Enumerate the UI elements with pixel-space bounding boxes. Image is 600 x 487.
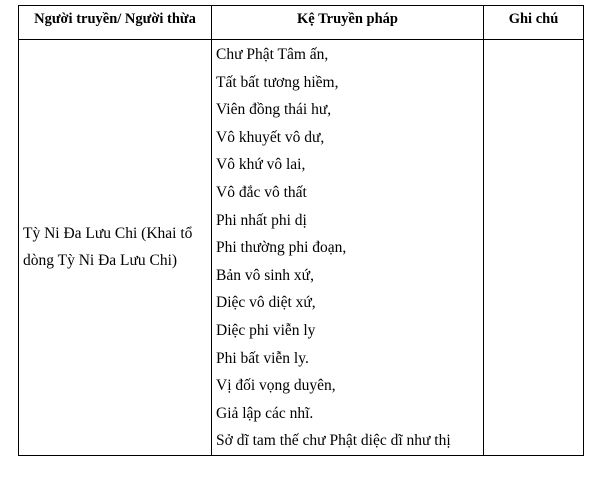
verse-line: Phi nhất phi dị <box>216 211 307 229</box>
transmitter-cell: Tỳ Ni Đa Lưu Chi (Khai tổ dòng Tỳ Ni Đa Lưu Chi) <box>19 40 212 456</box>
transmission-table <box>18 5 584 456</box>
header-row <box>19 6 584 40</box>
verse-line: Vị đối vọng duyên, <box>216 377 336 395</box>
verse-line: Vô khuyết vô dư, <box>216 128 325 146</box>
verse-cell <box>212 40 484 456</box>
verse-line: Phi thường phi đoạn, <box>216 239 347 257</box>
header-transmitter: Người truyền/ Người thừa <box>19 6 212 40</box>
verse-line: Tất bất tương hiềm, <box>216 73 339 91</box>
verse-line: Viên đồng thái hư, <box>216 101 332 119</box>
header-verse: Kệ Truyền pháp <box>212 6 484 40</box>
verse-line: Vô khứ vô lai, <box>216 156 306 174</box>
verse-line: Bản vô sinh xứ, <box>216 266 314 284</box>
verse-line: Chư Phật Tâm ấn, <box>216 46 329 63</box>
verse-line: Vô đắc vô thất <box>216 183 307 201</box>
verse-line: Sở dĩ tam thế chư Phật diệc dĩ như thị <box>216 432 451 450</box>
verse-line: Diệc vô diệt xứ, <box>216 294 316 312</box>
verse-line: Phi bất viễn ly. <box>216 349 309 367</box>
table-row <box>19 40 584 456</box>
verse-line: Giả lập các nhĩ. <box>216 404 314 422</box>
note-cell <box>484 40 584 456</box>
header-note: Ghi chú <box>484 6 584 40</box>
verse-line: Diệc phi viễn ly <box>216 321 316 339</box>
